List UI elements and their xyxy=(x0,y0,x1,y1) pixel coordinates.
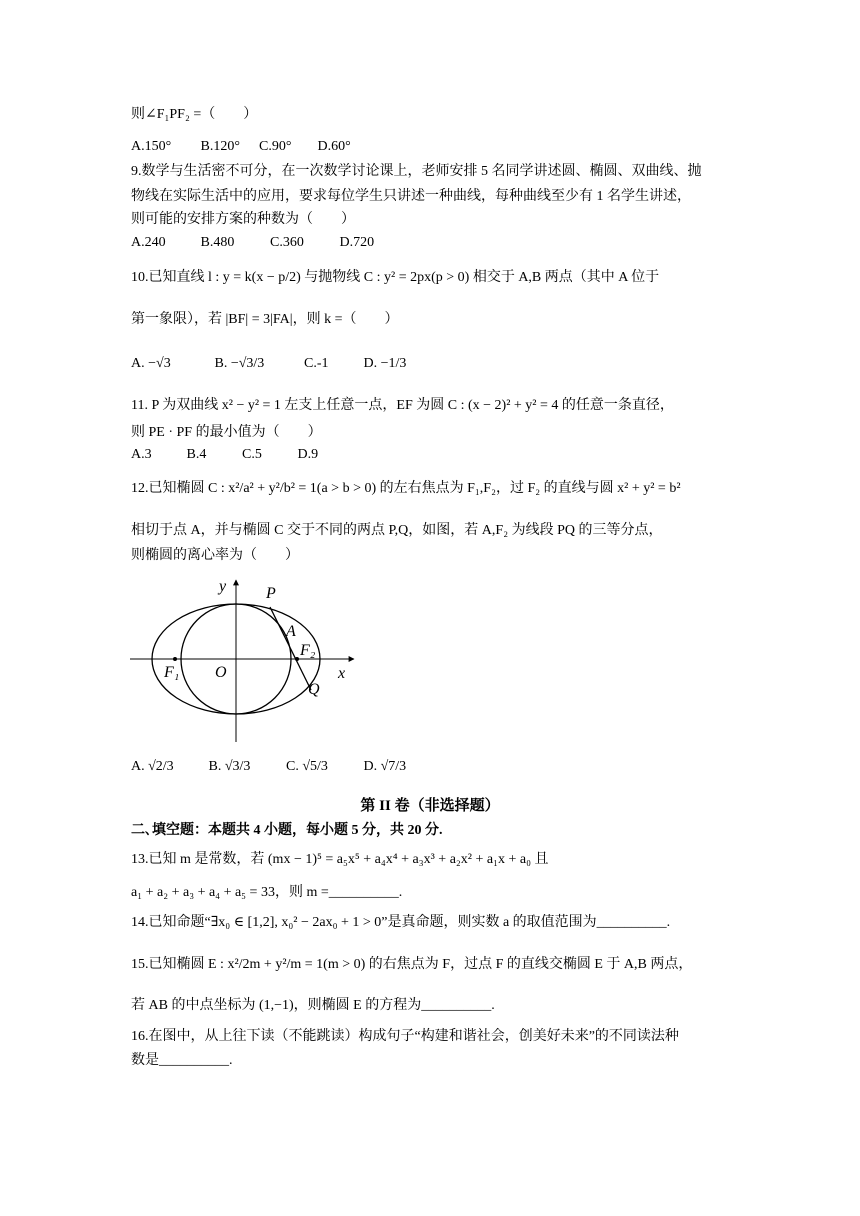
q13-line2: a₁ + a₂ + a₃ + a₄ + a₅ = 33，则 m =__________. xyxy=(131,885,403,900)
q10-line1: 10.已知直线 l : y = k(x − p/2) 与抛物线 C : y² = 2px(p > 0) 相交于 A,B 两点（其中 A 位于 xyxy=(131,270,660,285)
q11-options xyxy=(131,445,318,465)
label-q: Q xyxy=(308,681,320,698)
q10-line2: 第一象限），若 |BF| = 3|FA|，则 k =（ ） xyxy=(131,312,399,327)
q9-line2: 物线在实际生活中的应用，要求每位学生只讲述一种曲线，每种曲线至少有 1 名学生讲述， xyxy=(131,189,691,204)
q9-line1: 9.数学与生活密不可分，在一次数学讨论课上，老师安排 5 名同学讲述圆、椭圆、双曲线、抛 xyxy=(131,164,702,179)
ellipse-figure xyxy=(128,576,368,746)
option-c: C.90° xyxy=(259,139,292,154)
option-b: B.480 xyxy=(200,235,235,250)
q11-line2: 则 PE · PF 的最小值为（ ） xyxy=(131,425,322,440)
label-y: y xyxy=(219,578,227,595)
option-a: A.150° xyxy=(131,139,172,154)
option-c: C.5 xyxy=(242,447,262,462)
q12-line3: 则椭圆的离心率为（ ） xyxy=(131,548,299,563)
part2-title: 第 II 卷（非选择题） xyxy=(360,798,500,814)
q16-line1: 16.在图中，从上往下读（不能跳读）构成句子“构建和谐社会，创美好未来”的不同读法种 xyxy=(131,1029,679,1044)
label-f2: F₂ xyxy=(300,642,316,659)
point-f1 xyxy=(173,657,177,661)
q8-tail: 则∠F₁PF₂ =（ ） xyxy=(131,107,258,122)
option-a: A.3 xyxy=(131,447,152,462)
option-b: B. −√3/3 xyxy=(214,356,265,371)
option-b: B.4 xyxy=(186,447,207,462)
q11-line1: 11. P 为双曲线 x² − y² = 1 左支上任意一点，EF 为圆 C : (x − 2)² + y² = 4 的任意一条直径， xyxy=(131,398,674,413)
q10-options xyxy=(131,354,406,374)
q15-line2: 若 AB 的中点坐标为 (1,−1)，则椭圆 E 的方程为__________. xyxy=(131,998,495,1013)
q13-line1: 13.已知 m 是常数，若 (mx − 1)⁵ = a₅x⁵ + a₄x⁴ + a₃x³ + a₂x² + a₁x + a₀ 且 xyxy=(131,852,549,867)
label-x: x xyxy=(338,665,346,682)
point-f2 xyxy=(295,657,299,661)
option-a: A.240 xyxy=(131,235,166,250)
option-c: C.-1 xyxy=(304,356,329,371)
label-a: A xyxy=(286,623,296,640)
section2-heading: 二､填空题：本题共 4 小题，每小题 5 分，共 20 分. xyxy=(131,823,443,838)
q9-line3: 则可能的安排方案的种数为（ ） xyxy=(131,212,355,227)
option-b: B.120° xyxy=(200,139,240,154)
option-b: B. √3/3 xyxy=(208,759,251,774)
option-d: D.60° xyxy=(317,139,351,154)
option-d: D. √7/3 xyxy=(363,759,407,774)
q12-line2: 相切于点 A，并与椭圆 C 交于不同的两点 P,Q，如图，若 A,F₂ 为线段 PQ 的三等分点， xyxy=(131,523,663,538)
option-d: D.720 xyxy=(339,235,375,250)
label-p: P xyxy=(266,585,276,602)
q9-options xyxy=(131,233,374,253)
option-d: D. −1/3 xyxy=(363,356,407,371)
q14: 14.已知命题“∃x₀ ∈ [1,2], x₀² − 2ax₀ + 1 > 0”是真命题，则实数 a 的取值范围为__________. xyxy=(131,915,671,930)
option-a: A. √2/3 xyxy=(131,759,174,774)
q15-line1: 15.已知椭圆 E : x²/2m + y²/m = 1(m > 0) 的右焦点为 F，过点 F 的直线交椭圆 E 于 A,B 两点， xyxy=(131,957,693,972)
q12-options xyxy=(131,757,406,777)
label-f1: F₁ xyxy=(164,664,180,681)
label-o: O xyxy=(215,664,227,681)
option-d: D.9 xyxy=(297,447,319,462)
option-a: A. −√3 xyxy=(131,356,171,371)
q12-line1: 12.已知椭圆 C : x²/a² + y²/b² = 1(a > b > 0) 的左右焦点为 F₁,F₂，过 F₂ 的直线与圆 x² + y² = b² xyxy=(131,481,681,496)
q16-line2: 数是__________. xyxy=(131,1053,233,1068)
option-c: C.360 xyxy=(270,235,304,250)
option-c: C. √5/3 xyxy=(286,759,328,774)
q8-options xyxy=(131,137,351,157)
